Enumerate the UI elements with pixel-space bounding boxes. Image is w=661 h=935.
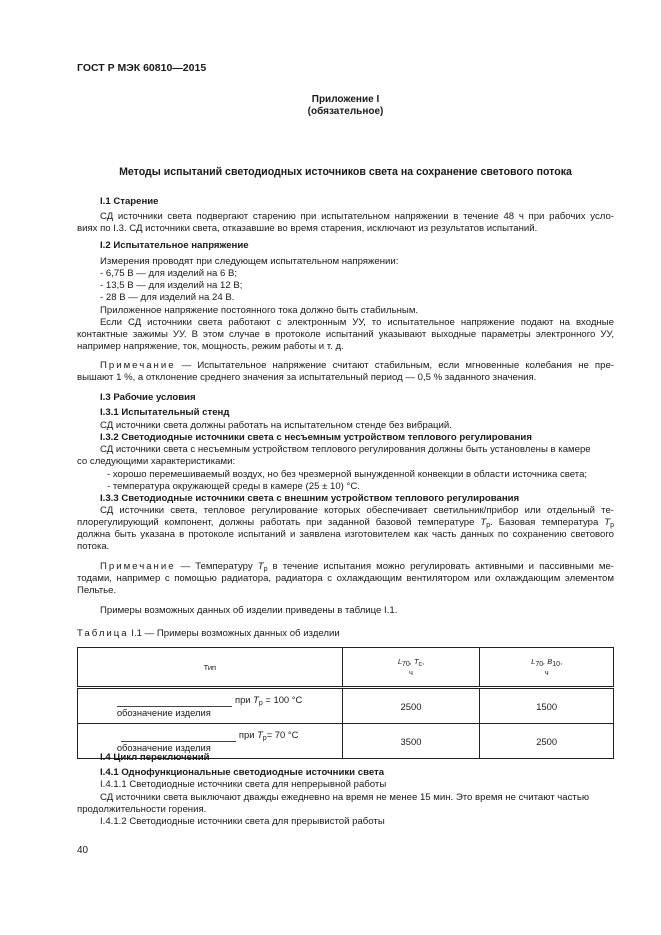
paragraph-line: должна быть указана в протоколе испытаний и заявлена изготовителем как часть данных по сохранению светового [77, 529, 614, 540]
paragraph-line: виях по I.3. СД источники света, отказавшие во время старения, исключают из результатов испытаний. [77, 223, 538, 234]
header-l70-b10: $L_{70}$, $B_{10}$, ч [480, 648, 614, 688]
table-row [78, 688, 614, 724]
note-label: Примечание [100, 360, 176, 371]
paragraph-line: потока. [77, 541, 110, 552]
paragraph-line: например напряжение, ток, мощность, режим работы и т. д. [77, 341, 344, 352]
table-header-row [78, 648, 614, 688]
paragraph-line: СД источники света с несъемным устройством теплового регулирования должны быть установлены в камере [100, 444, 591, 455]
section-heading-i411: I.4.1.1 Светодиодные источники света для непрерывной работы [100, 779, 387, 790]
section-heading-i41: I.4.1 Однофункциональные светодиодные источники света [100, 767, 385, 778]
cell-l70-tc: 2500 [342, 688, 480, 724]
section-heading-i3: I.3 Рабочие условия [100, 392, 196, 403]
list-item: - температура окружающей среды в камере (25 ± 10) °С. [107, 481, 360, 492]
paragraph-line: контактные зажимы УУ. В этом случае в протоколе испытаний указывают выходные параметры электронного УУ, [77, 329, 614, 340]
list-item: - 28 В — для изделий на 24 В. [100, 292, 235, 303]
note-line: вышают 1 %, а отклонение среднего значения за испытательный период — 0,5 % заданного значения. [77, 372, 537, 383]
note-line: Примечание — Температуру $T_p$ в течение испытания можно регулировать активными и пассивными ме- [100, 561, 614, 573]
cell-l70-b10: 1500 [480, 688, 614, 724]
paragraph-line: СД источники света, тепловое регулирование которых обеспечивает светильник/прибор или отдельный те- [100, 505, 614, 516]
paragraph-line: СД источники света должны работать на испытательном стенде без вибраций. [100, 420, 452, 431]
paragraph-line: Приложенное напряжение постоянного тока должно быть стабильным. [100, 305, 419, 316]
note-line: Примечание — Испытательное напряжение считают стабильным, если мгновенные колебания не пре- [100, 360, 614, 371]
section-heading-i2: I.2 Испытательное напряжение [100, 240, 249, 251]
table-caption: Таблица I.1 — Примеры возможных данных об изделии [77, 628, 340, 639]
list-item: - 6,75 В — для изделий на 6 В; [100, 268, 238, 279]
note-line: тодами, например с помощью радиатора, радиатора с охлаждающим вентилятором или охлаждающим элементом [77, 573, 614, 584]
annex-status: (обязательное) [307, 106, 384, 117]
standard-header: ГОСТ Р МЭК 60810—2015 [77, 62, 207, 74]
paragraph-line: продолжительности горения. [77, 804, 207, 815]
section-heading-i412: I.4.1.2 Светодиодные источники света для прерывистой работы [100, 816, 385, 827]
section-heading-i32: I.3.2 Светодиодные источники света с несъемным устройством теплового регулирования [100, 432, 532, 443]
paragraph-line: Если СД источники света работают с электронным УУ, то испытательное напряжение подают на входные [100, 317, 614, 328]
section-heading-i1: I.1 Старение [100, 196, 159, 207]
section-heading-i31: I.3.1 Испытательный стенд [100, 407, 230, 418]
cell-type: при $T_p= 70$ °С обозначение изделия [78, 724, 343, 759]
header-type: Тип [78, 648, 343, 688]
list-item: - хорошо перемешиваемый воздух, но без чрезмерной вынужденной конвекции в области источника света; [107, 469, 588, 480]
annex-heading [77, 94, 614, 118]
annex-main-title: Методы испытаний светодиодных источников света на сохранение светового потока [119, 166, 572, 178]
cell-type: при $T_p = 100$ °С обозначение изделия [78, 688, 343, 724]
designation-label: обозначение изделия [116, 707, 211, 718]
paragraph-line: со следующими характеристиками: [77, 456, 236, 467]
designation-blank [117, 697, 232, 707]
paragraph-line: Примеры возможных данных об изделии приведены в таблице I.1. [100, 605, 398, 616]
paragraph-line: СД источники света подвергают старению при испытательном напряжении в течение 48 ч при рабочих усло- [100, 211, 614, 222]
paragraph-line: плорегулирующий компонент, должны работать при заданной базовой температуре $T_p$. Базовая температура $T_p$ [77, 517, 614, 529]
header-l70-tc: $L_{70}$, $T_c$, ч [342, 648, 480, 688]
section-heading-i33: I.3.3 Светодиодные источники света с внешним устройством теплового регулирования [100, 493, 520, 504]
designation-label: обозначение изделия [116, 742, 211, 753]
designation-blank [121, 732, 236, 742]
cell-l70-b10: 2500 [480, 724, 614, 759]
section-heading-i4: I.4 Цикл переключений [100, 752, 210, 763]
note-label: Примечание [100, 561, 176, 572]
cell-l70-tc: 3500 [342, 724, 480, 759]
product-data-table [77, 647, 614, 759]
page-number: 40 [77, 845, 89, 856]
paragraph-line: СД источники света выключают дважды ежедневно на время не менее 15 мин. Это время не считают частью [100, 792, 590, 803]
paragraph-line: Измерения проводят при следующем испытательном напряжении: [100, 256, 399, 267]
note-line: Пельтье. [77, 585, 117, 596]
annex-title: Приложение I [311, 94, 380, 105]
tp-symbol: T [480, 517, 487, 528]
list-item: - 13,5 В — для изделий на 12 В; [100, 280, 243, 291]
